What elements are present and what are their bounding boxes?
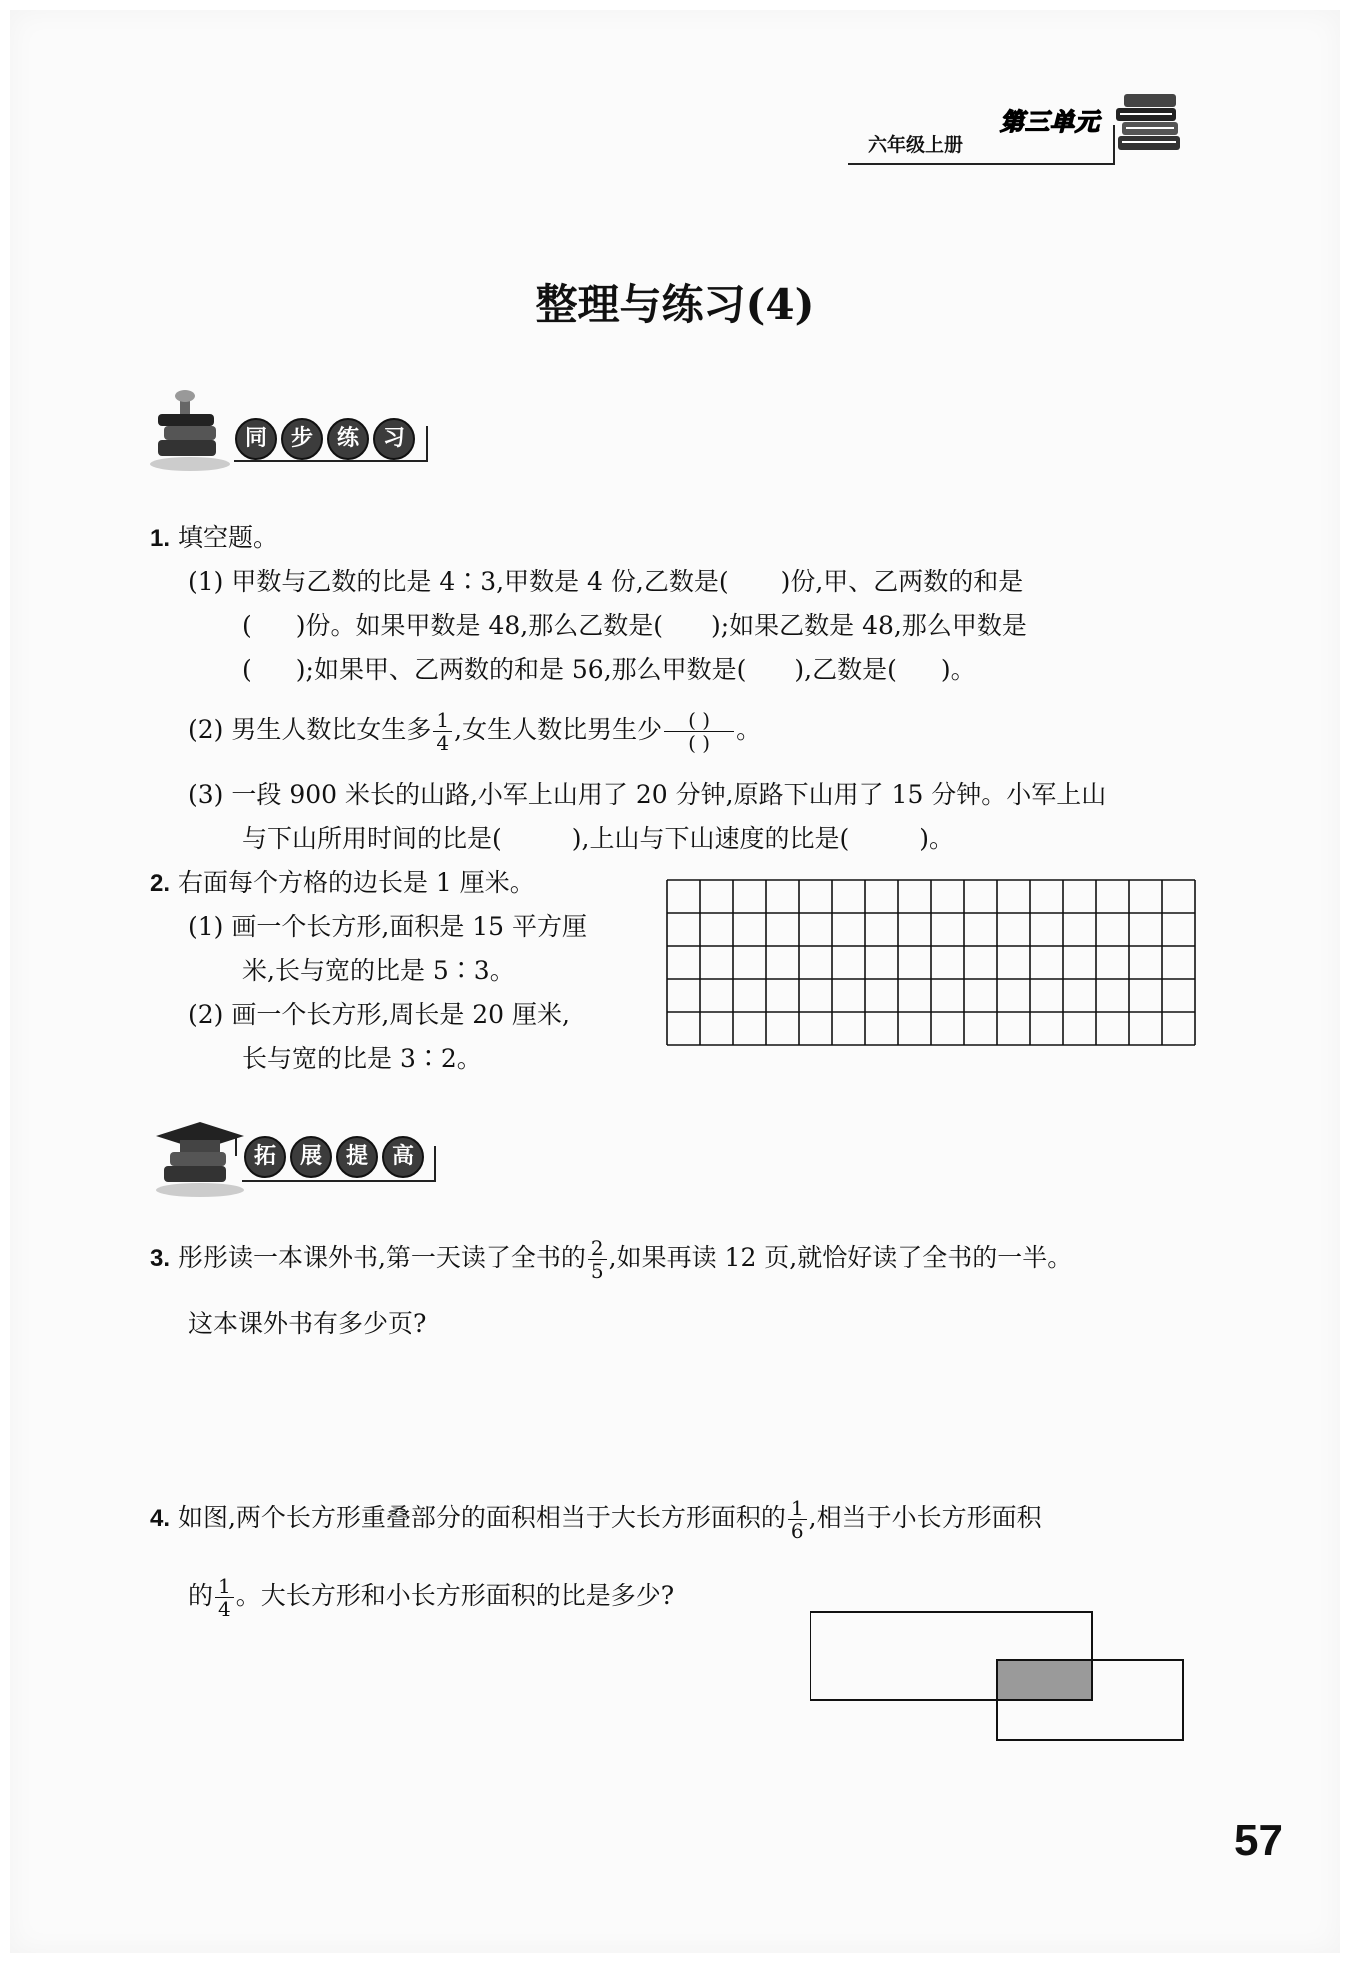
q2-part2-line1: (2) 画一个长方形,周长是 20 厘米, xyxy=(188,1000,570,1029)
lamp-books-icon xyxy=(146,388,230,474)
fraction: $\frac{2}{5}$ xyxy=(588,1237,607,1282)
section-char: 提 xyxy=(336,1136,378,1178)
q2-part2-line2: 长与宽的比是 3∶2。 xyxy=(242,1044,482,1073)
books-stack-icon xyxy=(1110,88,1190,164)
section-char: 步 xyxy=(281,418,323,460)
square-grid[interactable] xyxy=(666,879,1198,1049)
q2-part1-line1: (1) 画一个长方形,面积是 15 平方厘 xyxy=(188,912,588,941)
fraction: $\frac{1}{4}$ xyxy=(433,709,452,754)
section-char: 同 xyxy=(235,418,277,460)
q1-part1-line1: (1) 甲数与乙数的比是 4∶3,甲数是 4 份,乙数是( )份,甲、乙两数的和是 xyxy=(188,567,1024,596)
section-heading-practice xyxy=(235,418,419,460)
section-heading-extension xyxy=(244,1136,428,1178)
overlapping-rectangles-figure xyxy=(810,1610,1210,1750)
section-char: 高 xyxy=(382,1136,424,1178)
section-char: 习 xyxy=(373,418,415,460)
q1-part1-line2: ( )份。如果甲数是 48,那么乙数是( );如果乙数是 48,那么甲数是 xyxy=(242,611,1027,640)
overlap-region xyxy=(997,1660,1092,1700)
q1-part1-line3: ( );如果甲、乙两数的和是 56,那么甲数是( ),乙数是( )。 xyxy=(242,655,976,684)
grade-label: 六年级上册 xyxy=(868,135,964,156)
workbook-page xyxy=(10,10,1340,1953)
q1-part3-line1: (3) 一段 900 米长的山路,小军上山用了 20 分钟,原路下山用了 15 分钟。小军上山 xyxy=(188,780,1107,809)
q1-part3-line2: 与下山所用时间的比是( ),上山与下山速度的比是( )。 xyxy=(242,824,954,853)
graduation-cap-books-icon xyxy=(150,1108,246,1200)
section-char: 展 xyxy=(290,1136,332,1178)
question-1-stem: 1. 填空题。 xyxy=(150,523,278,552)
page-title: 整理与练习(4) xyxy=(535,280,815,329)
fraction-answer-blank[interactable]: $\frac{( )}{( )}$ xyxy=(664,709,734,754)
question-2-stem: 2. 右面每个方格的边长是 1 厘米。 xyxy=(150,868,535,897)
q1-part2: (2) 男生人数比女生多 $\frac{1}{4}$ ,女生人数比男生少 $\frac{( )}{( )}$ 。 xyxy=(188,708,762,755)
page-number: 57 xyxy=(1234,1816,1283,1865)
fraction: $\frac{1}{6}$ xyxy=(788,1497,807,1542)
question-4-line2: 的 $\frac{1}{4}$ 。大长方形和小长方形面积的比是多少? xyxy=(188,1574,675,1621)
fraction: $\frac{1}{4}$ xyxy=(215,1575,234,1620)
unit-label: 第三单元 xyxy=(1000,109,1100,136)
section-char: 练 xyxy=(327,418,369,460)
question-3-line1: 3. 彤彤读一本课外书,第一天读了全书的 $\frac{2}{5}$ ,如果再读 12 页,就恰好读了全书的一半。 xyxy=(150,1236,1073,1283)
section-char: 拓 xyxy=(244,1136,286,1178)
q2-part1-line2: 米,长与宽的比是 5∶3。 xyxy=(242,956,515,985)
question-3-line2: 这本课外书有多少页? xyxy=(188,1309,427,1338)
question-4-line1: 4. 如图,两个长方形重叠部分的面积相当于大长方形面积的 $\frac{1}{6}$ ,相当于小长方形面积 xyxy=(150,1496,1042,1543)
